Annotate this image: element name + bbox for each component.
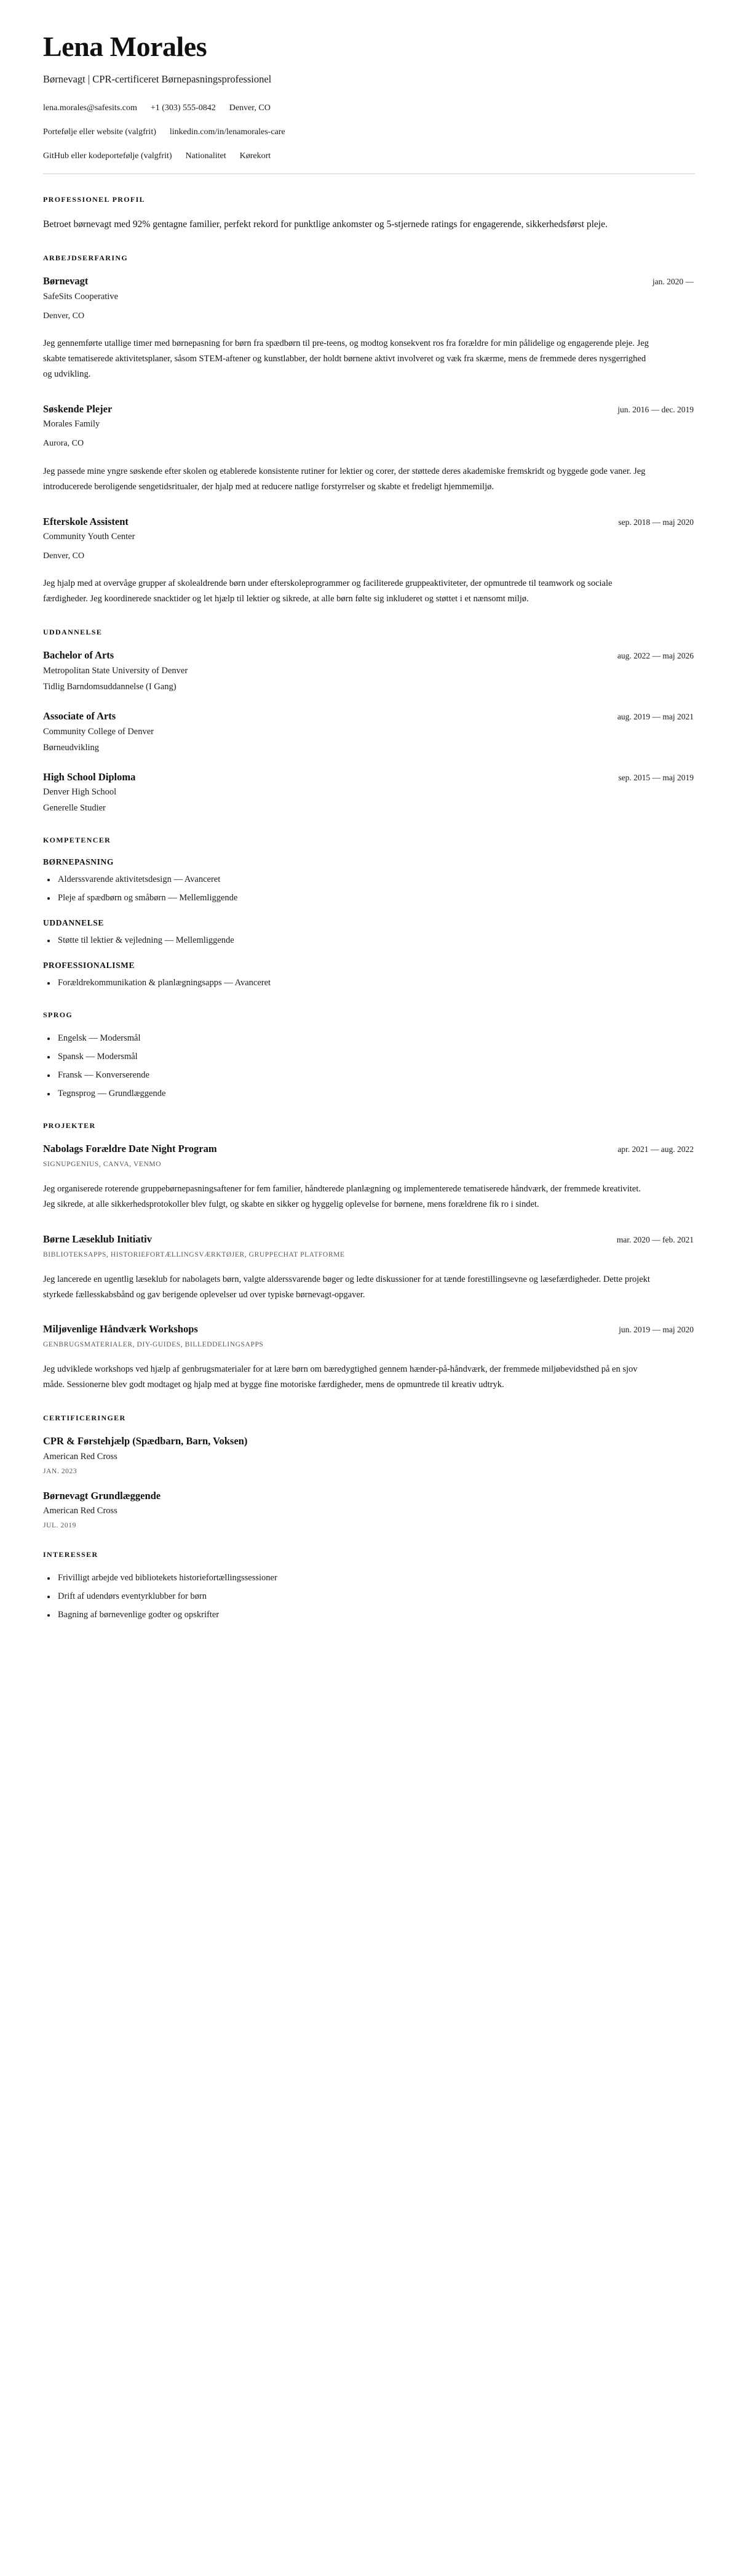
education-degree: Bachelor of Arts	[43, 649, 114, 662]
experience-entry-head	[43, 403, 694, 416]
section-certifications	[43, 1414, 695, 1529]
project-entry	[43, 1323, 695, 1393]
summary-text: Betroet børnevagt med 92% gentagne familier, perfekt rekord for punktlige ankomster og 5-stjernede ratings for engagerende, sikkerhedsførst pleje.	[43, 219, 608, 230]
project-title: Børne Læseklub Initiativ	[43, 1233, 152, 1245]
certification-entry	[43, 1490, 695, 1530]
section-summary	[43, 195, 695, 233]
skill-item: Alderssvarende aktivitetsdesign — Avanceret	[43, 873, 695, 886]
language-item: Tegnsprog — Grundlæggende	[43, 1087, 695, 1100]
section-title-experience: ARBEJDSERFARING	[43, 253, 129, 262]
experience-entry-head	[43, 275, 694, 288]
resume-header	[43, 32, 695, 174]
skill-item: Støtte til lektier & vejledning — Mellemliggende	[43, 934, 695, 947]
section-projects	[43, 1121, 695, 1393]
contact-line-primary	[43, 103, 695, 114]
project-tools: SIGNUPGENIUS, CANVA, VENMO	[43, 1161, 162, 1169]
project-entry	[43, 1233, 695, 1303]
experience-job-title: Efterskole Assistent	[43, 515, 129, 527]
phone-text: +1 (303) 555-0842	[150, 103, 216, 113]
education-entry-head	[43, 771, 694, 784]
interest-item: Frivilligt arbejde ved bibliotekets historiefortællingssessioner	[43, 1572, 695, 1585]
email-text: lena.morales@safesits.com	[43, 103, 137, 113]
section-languages	[43, 1010, 695, 1100]
section-title-summary: PROFESSIONEL PROFIL	[43, 195, 146, 204]
section-title-certifications: CERTIFICERINGER	[43, 1413, 126, 1422]
portfolio-text: Portefølje eller website (valgfrit)	[43, 127, 156, 137]
education-entry	[43, 710, 695, 754]
certification-title: Børnevagt Grundlæggende	[43, 1489, 161, 1502]
skill-item: Forældrekommunikation & planlægningsapps — Avanceret	[43, 977, 695, 990]
skill-group-title: BØRNEPASNING	[43, 857, 114, 867]
education-entry	[43, 649, 695, 694]
experience-location: Aurora, CO	[43, 439, 84, 449]
certification-date: JAN. 2023	[43, 1467, 77, 1475]
section-education	[43, 628, 695, 815]
experience-job-title: Børnevagt	[43, 274, 89, 287]
language-item: Fransk — Konverserende	[43, 1069, 695, 1082]
education-field: Børneudvikling	[43, 742, 100, 753]
experience-date-range: jun. 2016 — dec. 2019	[617, 404, 694, 414]
section-interests	[43, 1550, 695, 1622]
experience-organization: Morales Family	[43, 419, 100, 430]
education-entry-head	[43, 649, 694, 662]
location-text: Denver, CO	[229, 103, 271, 113]
experience-entry-head	[43, 516, 694, 529]
project-description: Jeg udviklede workshops ved hjælp af genbrugsmaterialer for at lære børn om bæredygtighed gennem hænder-på-håndværk, der fremmede miljøbevidsthed på en sjov måde. Sessionerne blev godt modtaget og hjalp med at bygge fine motoriske færdigheder, mens de opmuntrede til kreativ udtryk.	[43, 1364, 638, 1390]
experience-entry	[43, 516, 695, 607]
section-title-languages: SPROG	[43, 1010, 73, 1020]
skill-group-title: UDDANNELSE	[43, 918, 105, 928]
interest-item: Drift af udendørs eventyrklubber for børn	[43, 1590, 695, 1603]
skill-group	[43, 857, 695, 905]
section-skills	[43, 836, 695, 990]
education-school: Metropolitan State University of Denver	[43, 665, 188, 676]
education-date-range: aug. 2019 — maj 2021	[617, 712, 694, 721]
project-date-range: mar. 2020 — feb. 2021	[616, 1234, 694, 1244]
certification-issuer: American Red Cross	[43, 1451, 117, 1462]
skill-group	[43, 961, 695, 990]
section-title-projects: PROJEKTER	[43, 1121, 96, 1130]
skill-item: Pleje af spædbørn og småbørn — Mellemliggende	[43, 892, 695, 905]
project-title: Nabolags Forældre Date Night Program	[43, 1143, 217, 1155]
contact-line-extra	[43, 151, 695, 162]
language-item: Engelsk — Modersmål	[43, 1032, 695, 1045]
skill-list	[43, 873, 695, 905]
experience-description: Jeg hjalp med at overvåge grupper af skolealdrende børn under efterskoleprogrammer og faciliterede gruppeaktiviteter, der opmuntrede til teamwork og sociale færdigheder. Jeg koordinerede snacktider og let hjælp til lektier og sikrede, at alle børn følte sig inkluderet og støttet i et nænsomt miljø.	[43, 578, 613, 604]
candidate-name: Lena Morales	[43, 31, 207, 62]
education-field: Tidlig Barndomsuddannelse (I Gang)	[43, 681, 177, 692]
education-date-range: sep. 2015 — maj 2019	[618, 772, 694, 782]
project-entry-head	[43, 1323, 694, 1336]
language-item: Spansk — Modersmål	[43, 1050, 695, 1063]
education-entry	[43, 771, 695, 815]
project-date-range: jun. 2019 — maj 2020	[619, 1325, 694, 1335]
education-field: Generelle Studier	[43, 803, 106, 814]
project-entry	[43, 1143, 695, 1212]
experience-entry	[43, 275, 695, 382]
project-date-range: apr. 2021 — aug. 2022	[617, 1145, 694, 1154]
experience-job-title: Søskende Plejer	[43, 402, 113, 415]
contact-line-web	[43, 127, 695, 138]
section-title-education: UDDANNELSE	[43, 628, 103, 637]
experience-organization: SafeSits Cooperative	[43, 291, 119, 302]
interest-list	[43, 1572, 695, 1622]
experience-description: Jeg passede mine yngre søskende efter skolen og etablerede konsistente rutiner for lektier og corer, der støttede deres akademiske fremskridt og byggede gode vaner. Jeg introducerede beroligende sengetidsritualer, der hjalp med at reducere natlige forstyrrelser og skabte et fredeligt hjemmemiljø.	[43, 466, 646, 492]
education-date-range: aug. 2022 — maj 2026	[617, 651, 694, 661]
nationality-text: Nationalitet	[185, 151, 226, 161]
section-title-skills: KOMPETENCER	[43, 836, 111, 845]
project-description: Jeg organiserede roterende gruppebørnepasningsaftener for fem familier, håndterede planlægning og implementerede tematiserede håndværk, der fremmede kreativitet. Jeg sikrede, at alle sikkerhedsprotokoller blev fulgt, og skabte en sikker og hyggelig oplevelse for børnene, mens forældrene fik ro i sindet.	[43, 1184, 641, 1209]
project-tools: GENBRUGSMATERIALER, DIY-GUIDES, BILLEDDELINGSAPPS	[43, 1341, 264, 1349]
experience-date-range: sep. 2018 — maj 2020	[618, 517, 694, 527]
experience-organization: Community Youth Center	[43, 532, 135, 542]
project-entry-head	[43, 1143, 694, 1156]
education-degree: High School Diploma	[43, 770, 136, 783]
section-title-interests: INTERESSER	[43, 1550, 98, 1559]
language-list	[43, 1032, 695, 1100]
skill-list	[43, 934, 695, 947]
experience-date-range: jan. 2020 —	[652, 276, 694, 286]
experience-description: Jeg gennemførte utallige timer med børnepasning for børn fra spædbørn til pre-teens, og modtog konsekvent ros fra forældre for min pålidelige og engagerende pleje. Jeg skabte tematiserede aktivitetsplaner, såsom STEM-aftener og kunstlabber, der holdt børnene aktivt involveret og væk fra skærme, mens de fremmede deres nysgerrighed og udvikling.	[43, 338, 649, 379]
interest-item: Bagning af børnevenlige godter og opskrifter	[43, 1609, 695, 1622]
project-entry-head	[43, 1233, 694, 1246]
skill-group-title: PROFESSIONALISME	[43, 961, 135, 970]
linkedin-text: linkedin.com/in/lenamorales-care	[169, 127, 285, 137]
certification-title: CPR & Førstehjælp (Spædbarn, Barn, Voksen)	[43, 1434, 248, 1447]
project-tools: BIBLIOTEKSAPPS, HISTORIEFORTÆLLINGSVÆRKTØJER, GRUPPECHAT PLATFORME	[43, 1250, 345, 1258]
project-description: Jeg lancerede en ugentlig læseklub for nabolagets børn, valgte alderssvarende bøger og ledte diskussioner for at tænde forestillingsevne og læsefærdigheder. Dette projekt styrkede fællesskabsbånd og gav berigende oplevelser ud over typiske børnevagt-opgaver.	[43, 1274, 650, 1300]
github-text: GitHub eller kodeportefølje (valgfrit)	[43, 151, 172, 161]
education-school: Community College of Denver	[43, 726, 154, 737]
experience-entry	[43, 403, 695, 495]
experience-location: Denver, CO	[43, 551, 85, 561]
certification-date: JUL. 2019	[43, 1522, 76, 1530]
education-school: Denver High School	[43, 787, 117, 798]
project-title: Miljøvenlige Håndværk Workshops	[43, 1323, 198, 1335]
education-degree: Associate of Arts	[43, 710, 116, 722]
skill-list	[43, 977, 695, 990]
section-experience	[43, 254, 695, 607]
certification-entry	[43, 1435, 695, 1475]
experience-location: Denver, CO	[43, 311, 85, 321]
certification-issuer: American Red Cross	[43, 1506, 117, 1516]
candidate-headline: Børnevagt | CPR-certificeret Børnepasningsprofessionel	[43, 73, 272, 86]
skill-group	[43, 918, 695, 947]
education-entry-head	[43, 710, 694, 723]
drivers-license-text: Kørekort	[239, 151, 271, 161]
